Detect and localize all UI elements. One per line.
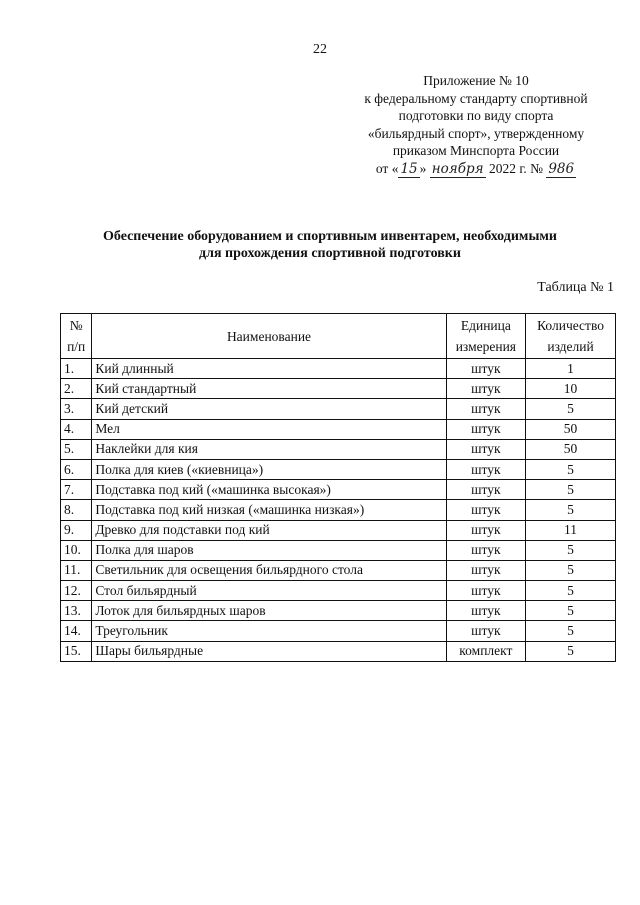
header-quantity bbox=[526, 314, 616, 359]
item-unit: штук bbox=[446, 439, 525, 459]
item-unit: штук bbox=[446, 480, 525, 500]
table-row bbox=[61, 500, 616, 520]
item-name: Треугольник bbox=[92, 621, 446, 641]
item-name: Шары бильярдные bbox=[92, 641, 446, 661]
item-quantity: 50 bbox=[526, 419, 616, 439]
item-unit: штук bbox=[446, 601, 525, 621]
item-quantity: 5 bbox=[526, 459, 616, 479]
table-label: Таблица № 1 bbox=[537, 280, 614, 295]
item-unit: штук bbox=[446, 459, 525, 479]
header-number bbox=[61, 314, 92, 359]
item-name: Древко для подставки под кий bbox=[92, 520, 446, 540]
row-number: 10. bbox=[61, 540, 92, 560]
appendix-block bbox=[340, 72, 612, 178]
header-unit-line-1: Единица bbox=[460, 318, 511, 333]
header-name: Наименование bbox=[92, 314, 446, 359]
table-row bbox=[61, 379, 616, 399]
item-unit: штук bbox=[446, 621, 525, 641]
row-number: 1. bbox=[61, 359, 92, 379]
item-name: Кий длинный bbox=[92, 359, 446, 379]
appendix-line-4: «бильярдный спорт», утвержденному bbox=[367, 125, 585, 141]
appendix-date-line bbox=[340, 160, 612, 179]
item-name: Подставка под кий («машинка высокая») bbox=[92, 480, 446, 500]
table-row bbox=[61, 359, 616, 379]
appendix-line-5: приказом Минспорта России bbox=[392, 143, 560, 158]
table-row bbox=[61, 480, 616, 500]
title-line-1: Обеспечение оборудованием и спортивным инвентарем, необходимыми bbox=[103, 229, 557, 244]
row-number: 5. bbox=[61, 439, 92, 459]
row-number: 4. bbox=[61, 419, 92, 439]
header-number-line-1: № bbox=[69, 318, 83, 333]
item-name: Мел bbox=[92, 419, 446, 439]
item-name: Наклейки для кия bbox=[92, 439, 446, 459]
title-line-2: для прохождения спортивной подготовки bbox=[199, 246, 461, 261]
row-number: 8. bbox=[61, 500, 92, 520]
row-number: 2. bbox=[61, 379, 92, 399]
item-quantity: 5 bbox=[526, 601, 616, 621]
table-row bbox=[61, 459, 616, 479]
header-unit bbox=[446, 314, 525, 359]
date-prefix: от « bbox=[375, 160, 399, 176]
item-unit: штук bbox=[446, 500, 525, 520]
table-row bbox=[61, 641, 616, 661]
item-unit: штук bbox=[446, 581, 525, 601]
item-quantity: 10 bbox=[526, 379, 616, 399]
appendix-line-2: к федеральному стандарту спортивной bbox=[364, 90, 588, 106]
table-row bbox=[61, 520, 616, 540]
item-quantity: 5 bbox=[526, 399, 616, 419]
item-name: Светильник для освещения бильярдного стола bbox=[92, 560, 446, 580]
header-unit-line-2: измерения bbox=[455, 339, 517, 354]
table-row bbox=[61, 399, 616, 419]
date-mid: » bbox=[419, 160, 430, 176]
header-number-line-2: п/п bbox=[67, 339, 86, 354]
item-name: Полка для киев («киевница») bbox=[92, 459, 446, 479]
item-unit: комплект bbox=[446, 641, 525, 661]
item-quantity: 5 bbox=[526, 560, 616, 580]
header-quantity-line-1: Количество bbox=[537, 318, 604, 333]
handwritten-month: ноября bbox=[431, 160, 484, 177]
row-number: 15. bbox=[61, 641, 92, 661]
table-body bbox=[61, 359, 616, 662]
table-row bbox=[61, 621, 616, 641]
equipment-table bbox=[60, 313, 616, 662]
date-year: 2022 г. № bbox=[485, 160, 547, 176]
table-row bbox=[61, 419, 616, 439]
item-quantity: 1 bbox=[526, 359, 616, 379]
handwritten-order-number: 986 bbox=[548, 160, 575, 177]
row-number: 11. bbox=[61, 560, 92, 580]
item-unit: штук bbox=[446, 520, 525, 540]
table-header-row bbox=[61, 314, 616, 359]
row-number: 13. bbox=[61, 601, 92, 621]
handwritten-day: 15 bbox=[400, 160, 418, 177]
item-unit: штук bbox=[446, 379, 525, 399]
appendix-line-1: Приложение № 10 bbox=[423, 73, 529, 88]
item-quantity: 5 bbox=[526, 621, 616, 641]
row-number: 6. bbox=[61, 459, 92, 479]
item-name: Лоток для бильярдных шаров bbox=[92, 601, 446, 621]
appendix-line-3: подготовки по виду спорта bbox=[398, 108, 554, 123]
header-quantity-line-2: изделий bbox=[547, 339, 594, 354]
row-number: 14. bbox=[61, 621, 92, 641]
table-row bbox=[61, 439, 616, 459]
item-quantity: 5 bbox=[526, 641, 616, 661]
row-number: 3. bbox=[61, 399, 92, 419]
table-row bbox=[61, 581, 616, 601]
item-quantity: 5 bbox=[526, 540, 616, 560]
item-name: Кий стандартный bbox=[92, 379, 446, 399]
item-quantity: 5 bbox=[526, 500, 616, 520]
item-name: Кий детский bbox=[92, 399, 446, 419]
page-number: 22 bbox=[313, 42, 327, 57]
item-unit: штук bbox=[446, 399, 525, 419]
document-title bbox=[40, 228, 620, 262]
item-name: Стол бильярдный bbox=[92, 581, 446, 601]
item-unit: штук bbox=[446, 540, 525, 560]
item-name: Полка для шаров bbox=[92, 540, 446, 560]
item-quantity: 50 bbox=[526, 439, 616, 459]
table-row bbox=[61, 601, 616, 621]
row-number: 12. bbox=[61, 581, 92, 601]
table-row bbox=[61, 540, 616, 560]
item-quantity: 11 bbox=[526, 520, 616, 540]
item-quantity: 5 bbox=[526, 581, 616, 601]
item-unit: штук bbox=[446, 560, 525, 580]
row-number: 9. bbox=[61, 520, 92, 540]
item-unit: штук bbox=[446, 419, 525, 439]
row-number: 7. bbox=[61, 480, 92, 500]
item-quantity: 5 bbox=[526, 480, 616, 500]
item-unit: штук bbox=[446, 359, 525, 379]
item-name: Подставка под кий низкая («машинка низкая») bbox=[92, 500, 446, 520]
table-row bbox=[61, 560, 616, 580]
